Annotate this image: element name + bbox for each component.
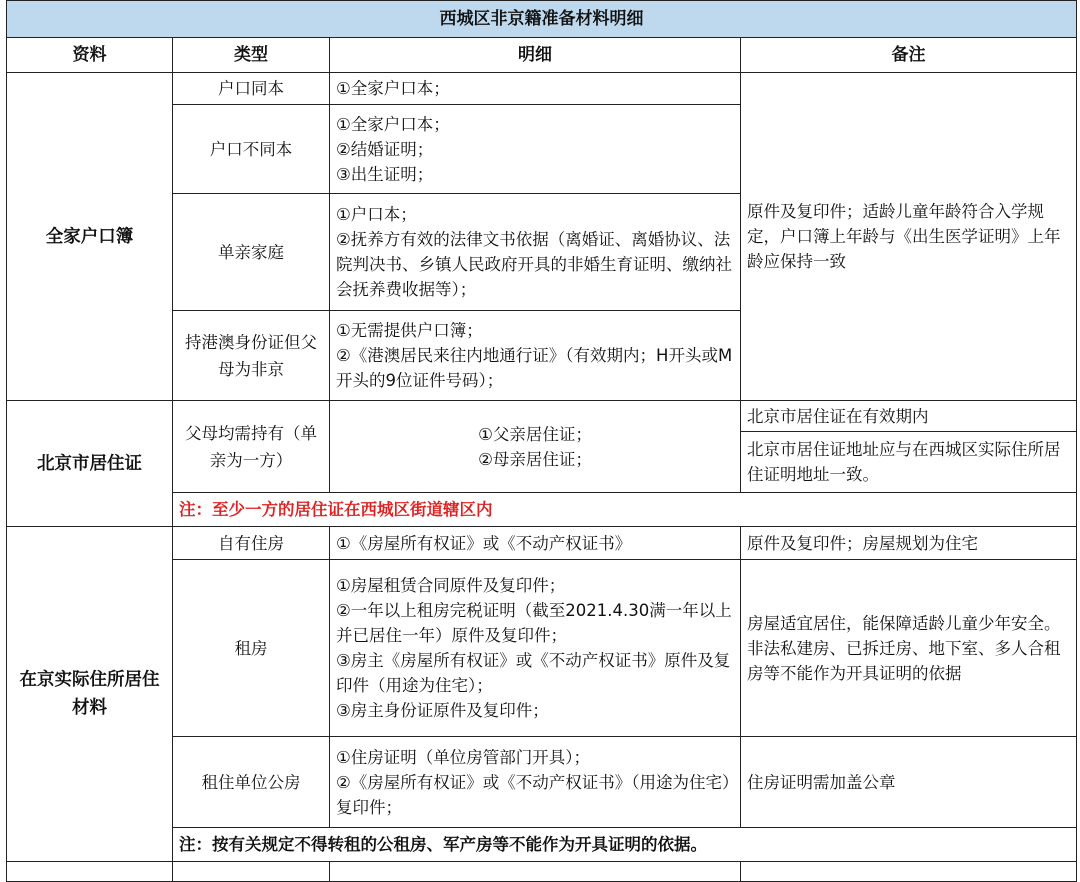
header-detail: 明细: [330, 38, 741, 73]
header-material: 资料: [7, 38, 173, 73]
remark-household: 原件及复印件；适龄儿童年龄符合入学规定，户口簿上年龄与《出生医学证明》上年龄应保持一致: [741, 73, 1077, 401]
detail-line: ①全家户口本；: [336, 114, 450, 134]
remark-unit-housing: 住房证明需加盖公章: [741, 737, 1077, 828]
detail-line: ①房屋租赁合同原件及复印件；: [336, 576, 566, 595]
header-remark: 备注: [741, 38, 1077, 73]
materials-table: [6, 0, 1077, 882]
header-type: 类型: [173, 38, 330, 73]
type-owned-house: 自有住房: [173, 527, 330, 560]
trailing-cell: [741, 862, 1077, 882]
remark-permit-address: 北京市居住证地址应与在西城区实际住所居住证明地址一致。: [741, 432, 1077, 493]
detail-different-register: [330, 105, 741, 194]
type-unit-housing: 租住单位公房: [173, 737, 330, 828]
detail-residence-permit: [330, 401, 741, 493]
detail-line: ①户口本；: [336, 205, 417, 224]
residence-note: 注：至少一方的居住证在西城区街道辖区内: [173, 493, 1077, 527]
detail-single-parent: [330, 194, 741, 311]
remark-rental: 房屋适宜居住，能保障适龄儿童少年安全。非法私建房、已拆迁房、地下室、多人合租房等不能作为开具证明的依据: [741, 560, 1077, 737]
type-same-register: 户口同本: [173, 73, 330, 105]
type-single-parent: 单亲家庭: [173, 194, 330, 311]
detail-rental: [330, 560, 741, 737]
housing-note: 注：按有关规定不得转租的公租房、军产房等不能作为开具证明的依据。: [173, 828, 1077, 862]
category-household: 全家户口簿: [7, 73, 173, 401]
trailing-cell: [7, 862, 173, 882]
detail-line: ②一年以上租房完税证明（截至2021.4.30满一年以上并已居住一年）原件及复印件；: [336, 601, 732, 645]
detail-line: ②《房屋所有权证》或《不动产权证书》（用途为住宅）复印件；: [336, 772, 731, 817]
remark-owned-house: 原件及复印件；房屋规划为住宅: [741, 527, 1077, 560]
type-both-parents: 父母均需持有（单亲为一方）: [173, 401, 330, 493]
type-different-register: 户口不同本: [173, 105, 330, 194]
category-residence-permit: 北京市居住证: [7, 401, 173, 527]
detail-line: ①住房证明（单位房管部门开具）；: [336, 747, 591, 767]
detail-same-register: [330, 73, 741, 105]
detail-line: ②结婚证明；: [336, 139, 434, 159]
remark-permit-valid: 北京市居住证在有效期内: [741, 401, 1077, 432]
detail-line: ②抚养方有效的法律文书依据（离婚证、离婚协议、法院判决书、乡镇人民政府开具的非婚生育证明、缴纳社会抚养费收据等）；: [336, 230, 732, 299]
detail-line: ③房主身份证原件及复印件；: [336, 701, 549, 720]
detail-hk-macau: [330, 311, 741, 401]
detail-line: ①全家户口本；: [336, 79, 450, 98]
detail-owned-house: [330, 527, 741, 560]
detail-line: ②母亲居住证；: [478, 449, 592, 469]
detail-line: ②《港澳居民来往内地通行证》（有效期内；H开头或M开头的9位证件号码）；: [336, 346, 733, 390]
table-title: 西城区非京籍准备材料明细: [7, 1, 1077, 38]
detail-line: ③房主《房屋所有权证》或《不动产权证书》原件及复印件（用途为住宅）；: [336, 651, 731, 695]
category-housing: 在京实际住所居住材料: [7, 527, 173, 862]
type-hk-macau: 持港澳身份证但父母为非京: [173, 311, 330, 401]
detail-line: ③出生证明；: [336, 164, 434, 184]
detail-line: ①无需提供户口簿；: [336, 321, 483, 340]
type-rental: 租房: [173, 560, 330, 737]
trailing-cell: [173, 862, 330, 882]
detail-line: ①父亲居住证；: [478, 424, 592, 444]
trailing-cell: [330, 862, 741, 882]
detail-line: ①《房屋所有权证》或《不动产权证书》: [336, 533, 632, 553]
detail-unit-housing: [330, 737, 741, 828]
